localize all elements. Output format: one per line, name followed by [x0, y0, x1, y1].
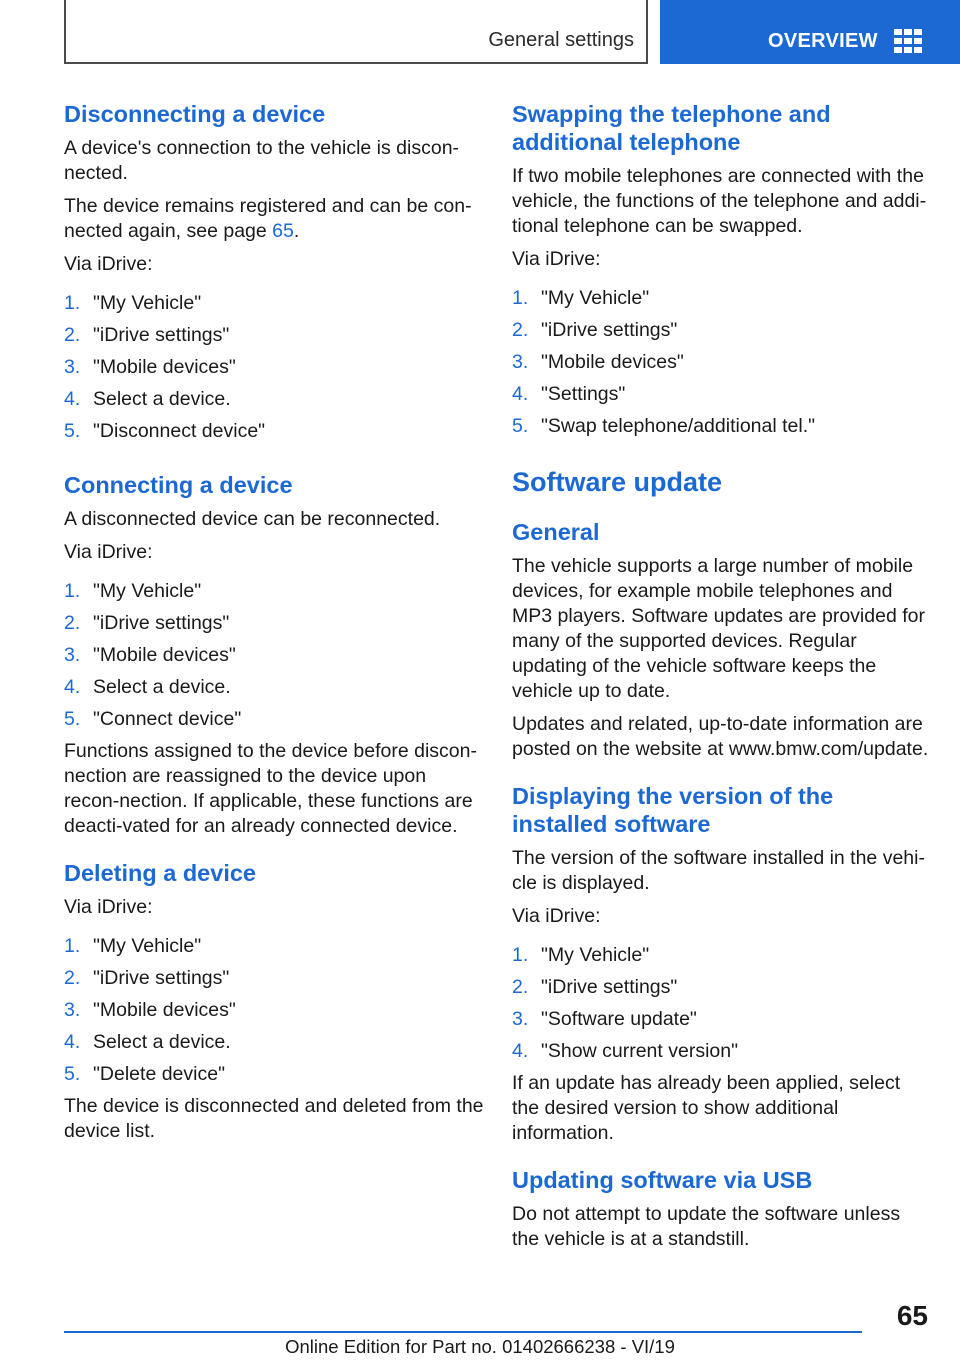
page-link[interactable]: 65 — [272, 220, 294, 242]
step-text: "Disconnect device" — [93, 420, 266, 442]
paragraph: If two mobile telephones are connected with the vehicle, the functions of the telephone and addi-tional telephone can be swapped. — [512, 165, 927, 237]
heading-updating-via-usb: Updating software via USB — [512, 1167, 813, 1193]
step-text: "My Vehicle" — [541, 287, 650, 309]
overview-nav-button[interactable] — [660, 0, 960, 64]
step-text: "Mobile devices" — [93, 356, 236, 378]
step-text: Select a device. — [93, 388, 231, 410]
page-number: 65 — [896, 1300, 928, 1331]
list-item — [64, 419, 484, 444]
step-number: 2. — [64, 324, 81, 346]
step-list — [64, 291, 484, 444]
step-text: "Connect device" — [93, 708, 242, 730]
step-number: 3. — [512, 351, 529, 373]
list-item — [64, 707, 484, 732]
step-number: 1. — [64, 935, 81, 957]
step-number: 3. — [64, 999, 81, 1021]
right-column — [512, 100, 932, 1252]
heading-disconnecting-device: Disconnecting a device — [64, 101, 326, 127]
step-text: Select a device. — [93, 1031, 231, 1053]
paragraph: If an update has already been applied, select the desired version to show additional information. — [512, 1072, 901, 1144]
paragraph — [64, 194, 474, 244]
list-item — [512, 318, 932, 343]
step-list — [512, 286, 932, 439]
step-text: "My Vehicle" — [93, 292, 202, 314]
paragraph-text: . — [293, 220, 300, 242]
heading-connecting-device: Connecting a device — [64, 472, 293, 498]
step-list — [64, 934, 484, 1087]
step-number: 5. — [64, 420, 81, 442]
step-number: 5. — [64, 1063, 81, 1085]
via-idrive-label: Via iDrive: — [512, 248, 601, 270]
step-number: 3. — [512, 1008, 529, 1030]
step-text: "iDrive settings" — [93, 967, 230, 989]
paragraph: Functions assigned to the device before discon-nection are reassigned to the device upon recon-nection. If applicable, these functions are deacti-vated for an already connected device. — [64, 740, 477, 837]
step-number: 2. — [512, 976, 529, 998]
left-column — [64, 100, 484, 1144]
step-text: "Mobile devices" — [541, 351, 684, 373]
step-number: 2. — [512, 319, 529, 341]
heading-software-update: Software update — [512, 467, 723, 497]
step-text: "Software update" — [541, 1008, 697, 1030]
step-text: "My Vehicle" — [93, 935, 202, 957]
step-number: 4. — [64, 388, 81, 410]
paragraph: A disconnected device can be reconnected. — [64, 508, 441, 530]
list-item — [512, 1007, 932, 1032]
step-number: 2. — [64, 967, 81, 989]
via-idrive-label: Via iDrive: — [64, 253, 153, 275]
step-text: "My Vehicle" — [93, 580, 202, 602]
header-section-title: General settings — [488, 29, 634, 51]
list-item — [64, 966, 484, 991]
list-item — [512, 943, 932, 968]
footer-edition-text: Online Edition for Part no. 01402666238 - VI/19 — [285, 1336, 675, 1357]
step-list — [512, 943, 932, 1064]
list-item — [512, 1039, 932, 1064]
heading-deleting-device: Deleting a device — [64, 860, 256, 886]
step-text: "iDrive settings" — [541, 319, 678, 341]
paragraph: Do not attempt to update the software unless the vehicle is at a standstill. — [512, 1203, 901, 1250]
list-item — [64, 934, 484, 959]
step-text: "iDrive settings" — [541, 976, 678, 998]
step-text: "Delete device" — [93, 1063, 225, 1085]
step-number: 4. — [512, 1040, 529, 1062]
paragraph-text: The device remains registered and can be con-nected again, see page — [64, 195, 472, 242]
step-number: 4. — [512, 383, 529, 405]
list-item — [64, 611, 484, 636]
list-item — [64, 387, 484, 412]
step-number: 2. — [64, 612, 81, 634]
step-text: "Settings" — [541, 383, 626, 405]
heading-general: General — [512, 519, 600, 545]
paragraph: The device is disconnected and deleted from the device list. — [64, 1095, 484, 1142]
step-number: 1. — [512, 944, 529, 966]
list-item — [64, 291, 484, 316]
list-item — [512, 414, 932, 439]
step-text: Select a device. — [93, 676, 231, 698]
paragraph: The version of the software installed in the vehi-cle is displayed. — [512, 847, 925, 894]
heading-displaying-version: Displaying the version of the installed software — [512, 783, 834, 837]
step-text: "My Vehicle" — [541, 944, 650, 966]
step-text: "iDrive settings" — [93, 324, 230, 346]
list-item — [512, 350, 932, 375]
step-number: 5. — [512, 415, 529, 437]
step-text: "Swap telephone/additional tel." — [541, 415, 816, 437]
list-item — [64, 1030, 484, 1055]
step-number: 3. — [64, 356, 81, 378]
via-idrive-label: Via iDrive: — [512, 905, 601, 927]
step-number: 4. — [64, 676, 81, 698]
step-number: 5. — [64, 708, 81, 730]
list-item — [512, 286, 932, 311]
list-item — [64, 675, 484, 700]
list-item — [512, 975, 932, 1000]
step-text: "Mobile devices" — [93, 999, 236, 1021]
list-item — [64, 998, 484, 1023]
list-item — [64, 1062, 484, 1087]
list-item — [64, 579, 484, 604]
step-text: "iDrive settings" — [93, 612, 230, 634]
paragraph: The vehicle supports a large number of mobile devices, for example mobile telephones and MP3 players. Software updates are provided for many of the supported devices. Regular updating of the vehicle software keeps the vehicle up to date. — [512, 555, 925, 702]
footer-divider — [64, 1331, 862, 1333]
step-text: "Show current version" — [541, 1040, 739, 1062]
step-number: 1. — [64, 580, 81, 602]
header-section-box — [64, 0, 648, 64]
step-number: 1. — [64, 292, 81, 314]
list-item — [64, 643, 484, 668]
via-idrive-label: Via iDrive: — [64, 896, 153, 918]
list-item — [512, 382, 932, 407]
step-list — [64, 579, 484, 732]
step-number: 4. — [64, 1031, 81, 1053]
step-text: "Mobile devices" — [93, 644, 236, 666]
step-number: 1. — [512, 287, 529, 309]
overview-label: OVERVIEW — [768, 30, 878, 52]
paragraph: Updates and related, up-to-date information are posted on the website at www.bmw.com/update. — [512, 713, 929, 760]
paragraph: A device's connection to the vehicle is discon-nected. — [64, 137, 460, 184]
heading-swapping-telephone: Swapping the telephone and additional telephone — [512, 101, 831, 155]
list-item — [64, 355, 484, 380]
via-idrive-label: Via iDrive: — [64, 541, 153, 563]
grid-menu-icon — [894, 29, 922, 53]
step-number: 3. — [64, 644, 81, 666]
list-item — [64, 323, 484, 348]
